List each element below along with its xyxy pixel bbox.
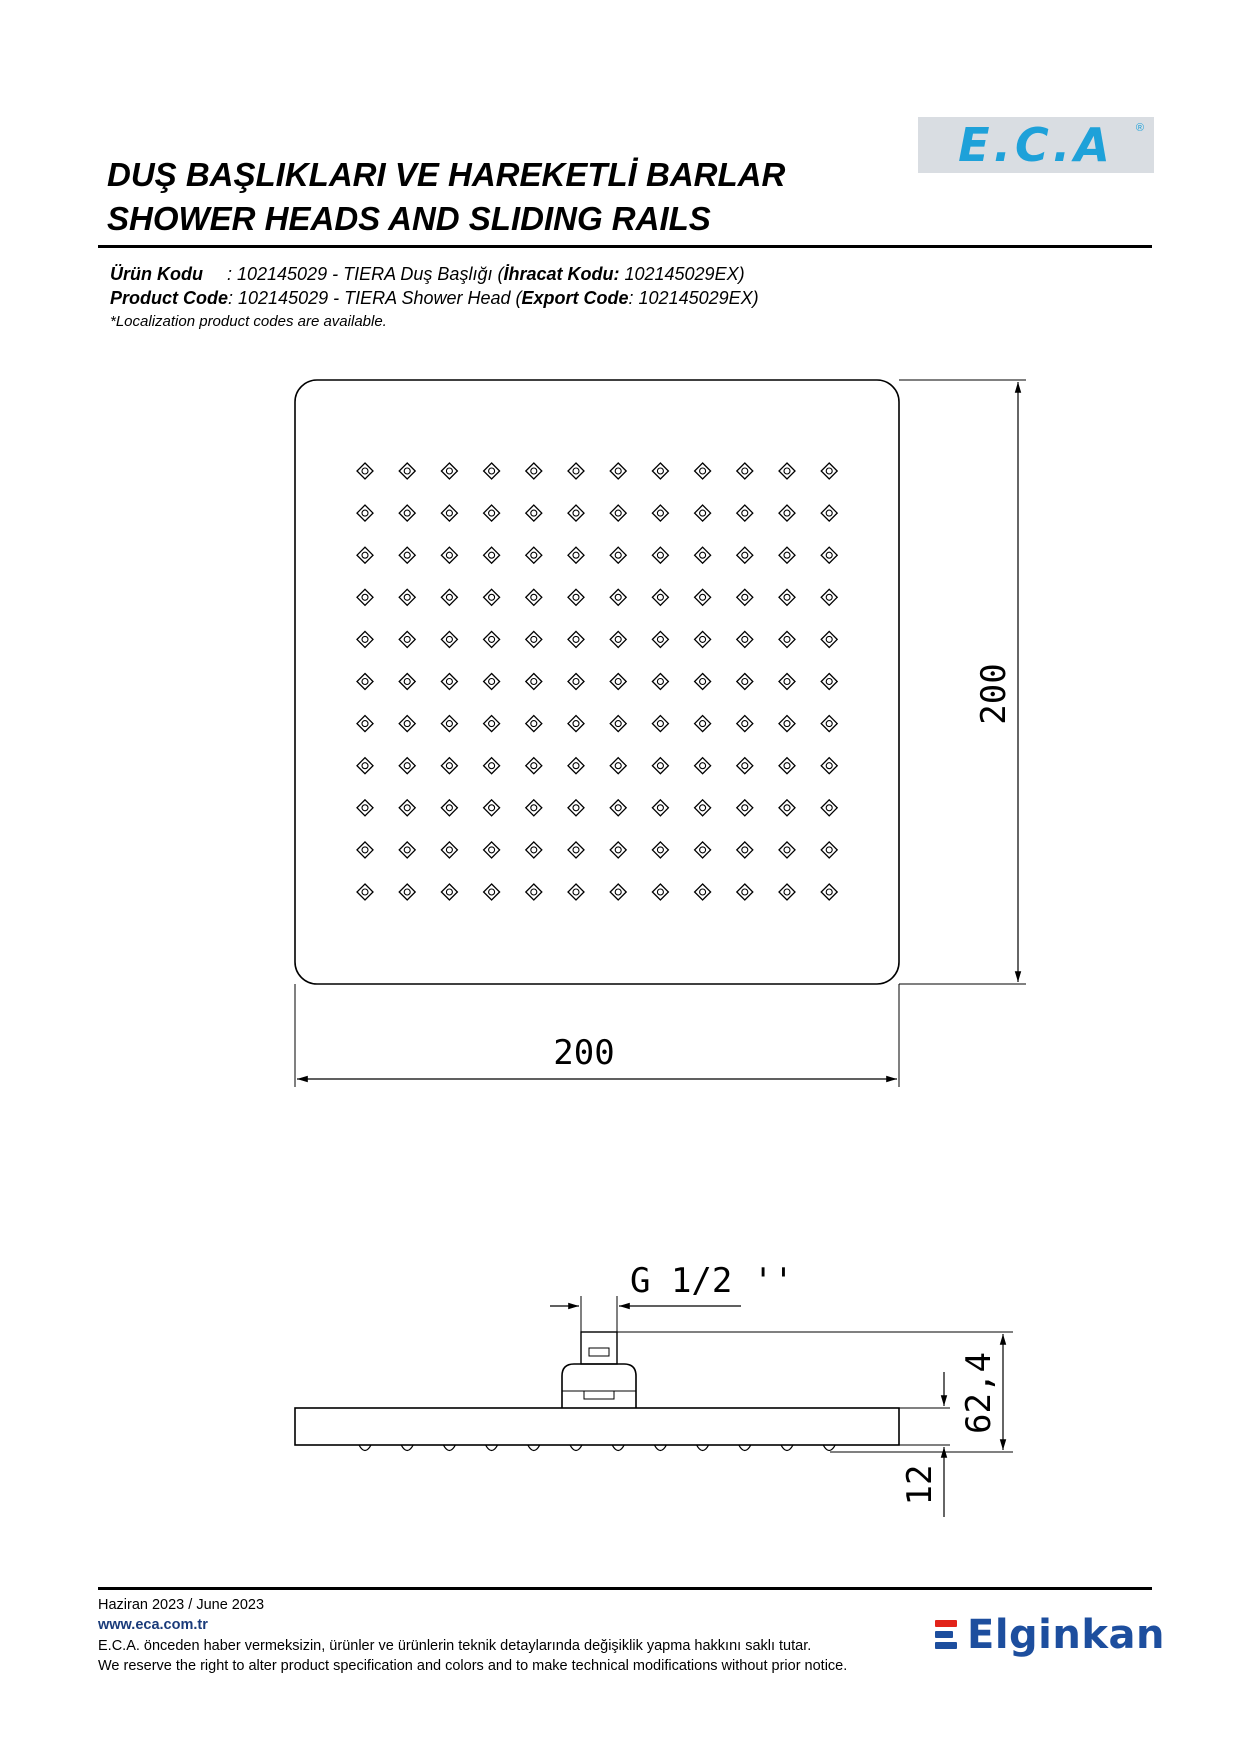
nozzle-icon: [357, 758, 373, 774]
nozzle-icon: [526, 758, 542, 774]
ball-joint-housing: [562, 1364, 636, 1408]
nozzle-icon: [526, 463, 542, 479]
nozzle-icon: [821, 505, 837, 521]
nozzle-icon: [399, 505, 415, 521]
nozzle-icon: [821, 842, 837, 858]
footer-divider: [98, 1587, 1152, 1590]
nozzle-icon: [695, 674, 711, 690]
nozzle-icon: [399, 800, 415, 816]
nozzle-icon: [568, 589, 584, 605]
nozzle-icon: [779, 674, 795, 690]
nozzle-icon: [526, 800, 542, 816]
nozzle-icon: [399, 547, 415, 563]
nozzle-icon: [610, 674, 626, 690]
housing-nut: [584, 1391, 614, 1399]
nozzle-icon: [695, 758, 711, 774]
nozzle-icon: [526, 842, 542, 858]
nozzle-icon: [610, 800, 626, 816]
nozzle-icon: [610, 589, 626, 605]
nozzle-icon: [779, 631, 795, 647]
nozzle-icon: [695, 800, 711, 816]
nozzle-icon: [357, 842, 373, 858]
nozzle-icon: [610, 463, 626, 479]
nozzle-icon: [695, 547, 711, 563]
product-code-tr-value: : 102145029 - TIERA Duş Başlığı (: [226, 264, 504, 284]
nozzle-icon: [484, 547, 500, 563]
nozzle-icon: [779, 884, 795, 900]
nozzle-icon: [526, 716, 542, 732]
nozzle-icon: [779, 716, 795, 732]
side-nozzle-icon: [528, 1445, 540, 1451]
side-nozzle-icon: [654, 1445, 666, 1451]
side-nozzle-icon: [823, 1445, 835, 1451]
nozzle-icon: [441, 463, 457, 479]
nozzle-icon: [441, 547, 457, 563]
nozzle-icon: [484, 631, 500, 647]
nozzle-icon: [695, 463, 711, 479]
product-code-en-value: : 102145029 - TIERA Shower Head (: [228, 288, 522, 308]
side-nozzle-icon: [570, 1445, 582, 1451]
side-nozzle-icon: [697, 1445, 709, 1451]
nozzle-icon: [821, 800, 837, 816]
thread-label: G 1/2 '': [630, 1261, 794, 1301]
nozzle-icon: [821, 631, 837, 647]
nozzle-icon: [526, 631, 542, 647]
nozzle-icon: [568, 800, 584, 816]
product-code-en-label: Product Code: [110, 288, 229, 308]
nozzle-icon: [652, 716, 668, 732]
nozzle-icon: [821, 589, 837, 605]
nozzle-icon: [399, 716, 415, 732]
nozzle-icon: [357, 547, 373, 563]
nozzle-icon: [568, 463, 584, 479]
nozzle-icon: [357, 631, 373, 647]
nozzle-icon: [652, 842, 668, 858]
nozzle-icon: [441, 589, 457, 605]
nozzle-icon: [399, 842, 415, 858]
side-nozzle-icon: [781, 1445, 793, 1451]
nozzle-icon: [779, 505, 795, 521]
nozzle-icon: [652, 674, 668, 690]
nozzle-icon: [695, 842, 711, 858]
export-code-tr-value: 102145029EX): [619, 264, 745, 284]
elginkan-logo-text: Elginkan: [967, 1612, 1165, 1658]
nozzle-icon: [484, 758, 500, 774]
nozzle-icon: [652, 589, 668, 605]
nozzle-icon: [441, 758, 457, 774]
nozzle-icon: [441, 884, 457, 900]
nozzle-icon: [821, 716, 837, 732]
nozzle-icon: [779, 589, 795, 605]
nozzle-icon: [441, 842, 457, 858]
nozzle-icon: [695, 884, 711, 900]
nozzle-icon: [610, 758, 626, 774]
nozzle-icon: [357, 884, 373, 900]
elginkan-mark-icon: [935, 1618, 959, 1652]
width-dimension-label: 200: [553, 1033, 615, 1073]
nozzle-icon: [484, 884, 500, 900]
nozzle-icon: [357, 505, 373, 521]
nozzle-icon: [652, 547, 668, 563]
nozzle-icon: [737, 463, 753, 479]
nozzle-icon: [568, 842, 584, 858]
nozzle-icon: [737, 674, 753, 690]
nozzle-icon: [737, 547, 753, 563]
nozzle-icon: [652, 463, 668, 479]
nozzle-icon: [399, 463, 415, 479]
nozzle-icon: [779, 463, 795, 479]
nozzle-icon: [357, 716, 373, 732]
nozzle-icon: [652, 884, 668, 900]
nozzle-icon: [610, 505, 626, 521]
nozzle-icon: [526, 674, 542, 690]
shower-head-top-view: [295, 380, 899, 984]
side-nozzle-icon: [443, 1445, 455, 1451]
side-nozzles: [359, 1445, 835, 1451]
nozzle-icon: [737, 800, 753, 816]
nozzle-icon: [695, 505, 711, 521]
nozzle-icon: [821, 758, 837, 774]
nozzle-icon: [484, 463, 500, 479]
nozzle-icon: [695, 589, 711, 605]
side-nozzle-icon: [612, 1445, 624, 1451]
nozzle-icon: [484, 674, 500, 690]
nozzle-icon: [568, 716, 584, 732]
export-code-en-value: : 102145029EX): [628, 288, 759, 308]
footer-date: Haziran 2023 / June 2023: [98, 1597, 265, 1613]
nozzle-icon: [779, 800, 795, 816]
side-nozzle-icon: [486, 1445, 498, 1451]
nozzle-icon: [526, 505, 542, 521]
nozzle-icon: [652, 758, 668, 774]
nozzle-icon: [357, 800, 373, 816]
nozzle-icon: [821, 547, 837, 563]
title-turkish: DUŞ BAŞLIKLARI VE HAREKETLİ BARLAR: [107, 156, 786, 193]
nozzle-icon: [695, 716, 711, 732]
title-english: SHOWER HEADS AND SLIDING RAILS: [107, 200, 711, 237]
nozzle-icon: [526, 884, 542, 900]
nozzle-icon: [526, 547, 542, 563]
localization-note: *Localization product codes are available.: [110, 313, 387, 330]
nozzle-icon: [441, 674, 457, 690]
side-nozzle-icon: [401, 1445, 413, 1451]
side-nozzle-icon: [359, 1445, 371, 1451]
nozzle-icon: [737, 589, 753, 605]
notice-turkish: E.C.A. önceden haber vermeksizin, ürünler ve ürünlerin teknik detaylarında değişiklik yapma hakkını saklı tutar.: [98, 1638, 812, 1654]
nozzle-icon: [568, 631, 584, 647]
side-nozzle-icon: [739, 1445, 751, 1451]
nozzle-icon: [484, 842, 500, 858]
nozzle-icon: [484, 716, 500, 732]
registered-mark: ®: [1135, 122, 1144, 134]
nozzle-icon: [779, 842, 795, 858]
nozzle-icon: [610, 884, 626, 900]
nozzle-icon: [484, 589, 500, 605]
nozzle-icon: [441, 716, 457, 732]
notice-english: We reserve the right to alter product specification and colors and to make technical modifications without prior notice.: [98, 1658, 848, 1674]
nozzle-icon: [357, 463, 373, 479]
elginkan-logo: [935, 1608, 1165, 1662]
nozzle-icon: [737, 505, 753, 521]
nozzle-icon: [399, 631, 415, 647]
nozzle-icon: [399, 589, 415, 605]
export-code-en-label: Export Code: [521, 288, 629, 308]
eca-logo-text: E.C.A: [958, 118, 1114, 172]
nozzle-icon: [484, 505, 500, 521]
nozzle-icon: [652, 631, 668, 647]
nozzle-icon: [357, 589, 373, 605]
nozzle-icon: [652, 800, 668, 816]
side-height-label: 62,4: [959, 1352, 999, 1434]
nozzle-icon: [441, 631, 457, 647]
side-plate: [295, 1408, 899, 1445]
nozzle-icon: [610, 842, 626, 858]
nozzle-icon: [737, 716, 753, 732]
nozzle-grid: [357, 463, 837, 900]
website-link[interactable]: www.eca.com.tr: [98, 1617, 208, 1633]
nozzle-icon: [399, 758, 415, 774]
nozzle-icon: [821, 884, 837, 900]
thickness-label: 12: [900, 1464, 940, 1506]
product-code-tr-label: Ürün Kodu: [110, 264, 203, 284]
nozzle-icon: [737, 631, 753, 647]
nozzle-icon: [610, 716, 626, 732]
nozzle-icon: [737, 758, 753, 774]
nozzle-icon: [399, 674, 415, 690]
nozzle-icon: [568, 758, 584, 774]
nozzle-icon: [779, 547, 795, 563]
nozzle-icon: [610, 547, 626, 563]
nozzle-icon: [526, 589, 542, 605]
nozzle-icon: [568, 547, 584, 563]
nozzle-icon: [737, 842, 753, 858]
nozzle-icon: [737, 884, 753, 900]
shower-head-side-view: [295, 1332, 899, 1451]
nozzle-icon: [610, 631, 626, 647]
nozzle-icon: [568, 505, 584, 521]
nozzle-icon: [441, 505, 457, 521]
nozzle-icon: [652, 505, 668, 521]
nozzle-icon: [399, 884, 415, 900]
nozzle-icon: [568, 674, 584, 690]
nozzle-icon: [821, 674, 837, 690]
nozzle-icon: [441, 800, 457, 816]
nozzle-icon: [821, 463, 837, 479]
export-code-tr-label: İhracat Kodu:: [503, 264, 620, 284]
nozzle-icon: [357, 674, 373, 690]
nozzle-icon: [484, 800, 500, 816]
nozzle-icon: [779, 758, 795, 774]
nozzle-icon: [695, 631, 711, 647]
nozzle-icon: [568, 884, 584, 900]
connector-inner: [589, 1348, 609, 1356]
height-dimension-label: 200: [974, 663, 1014, 725]
